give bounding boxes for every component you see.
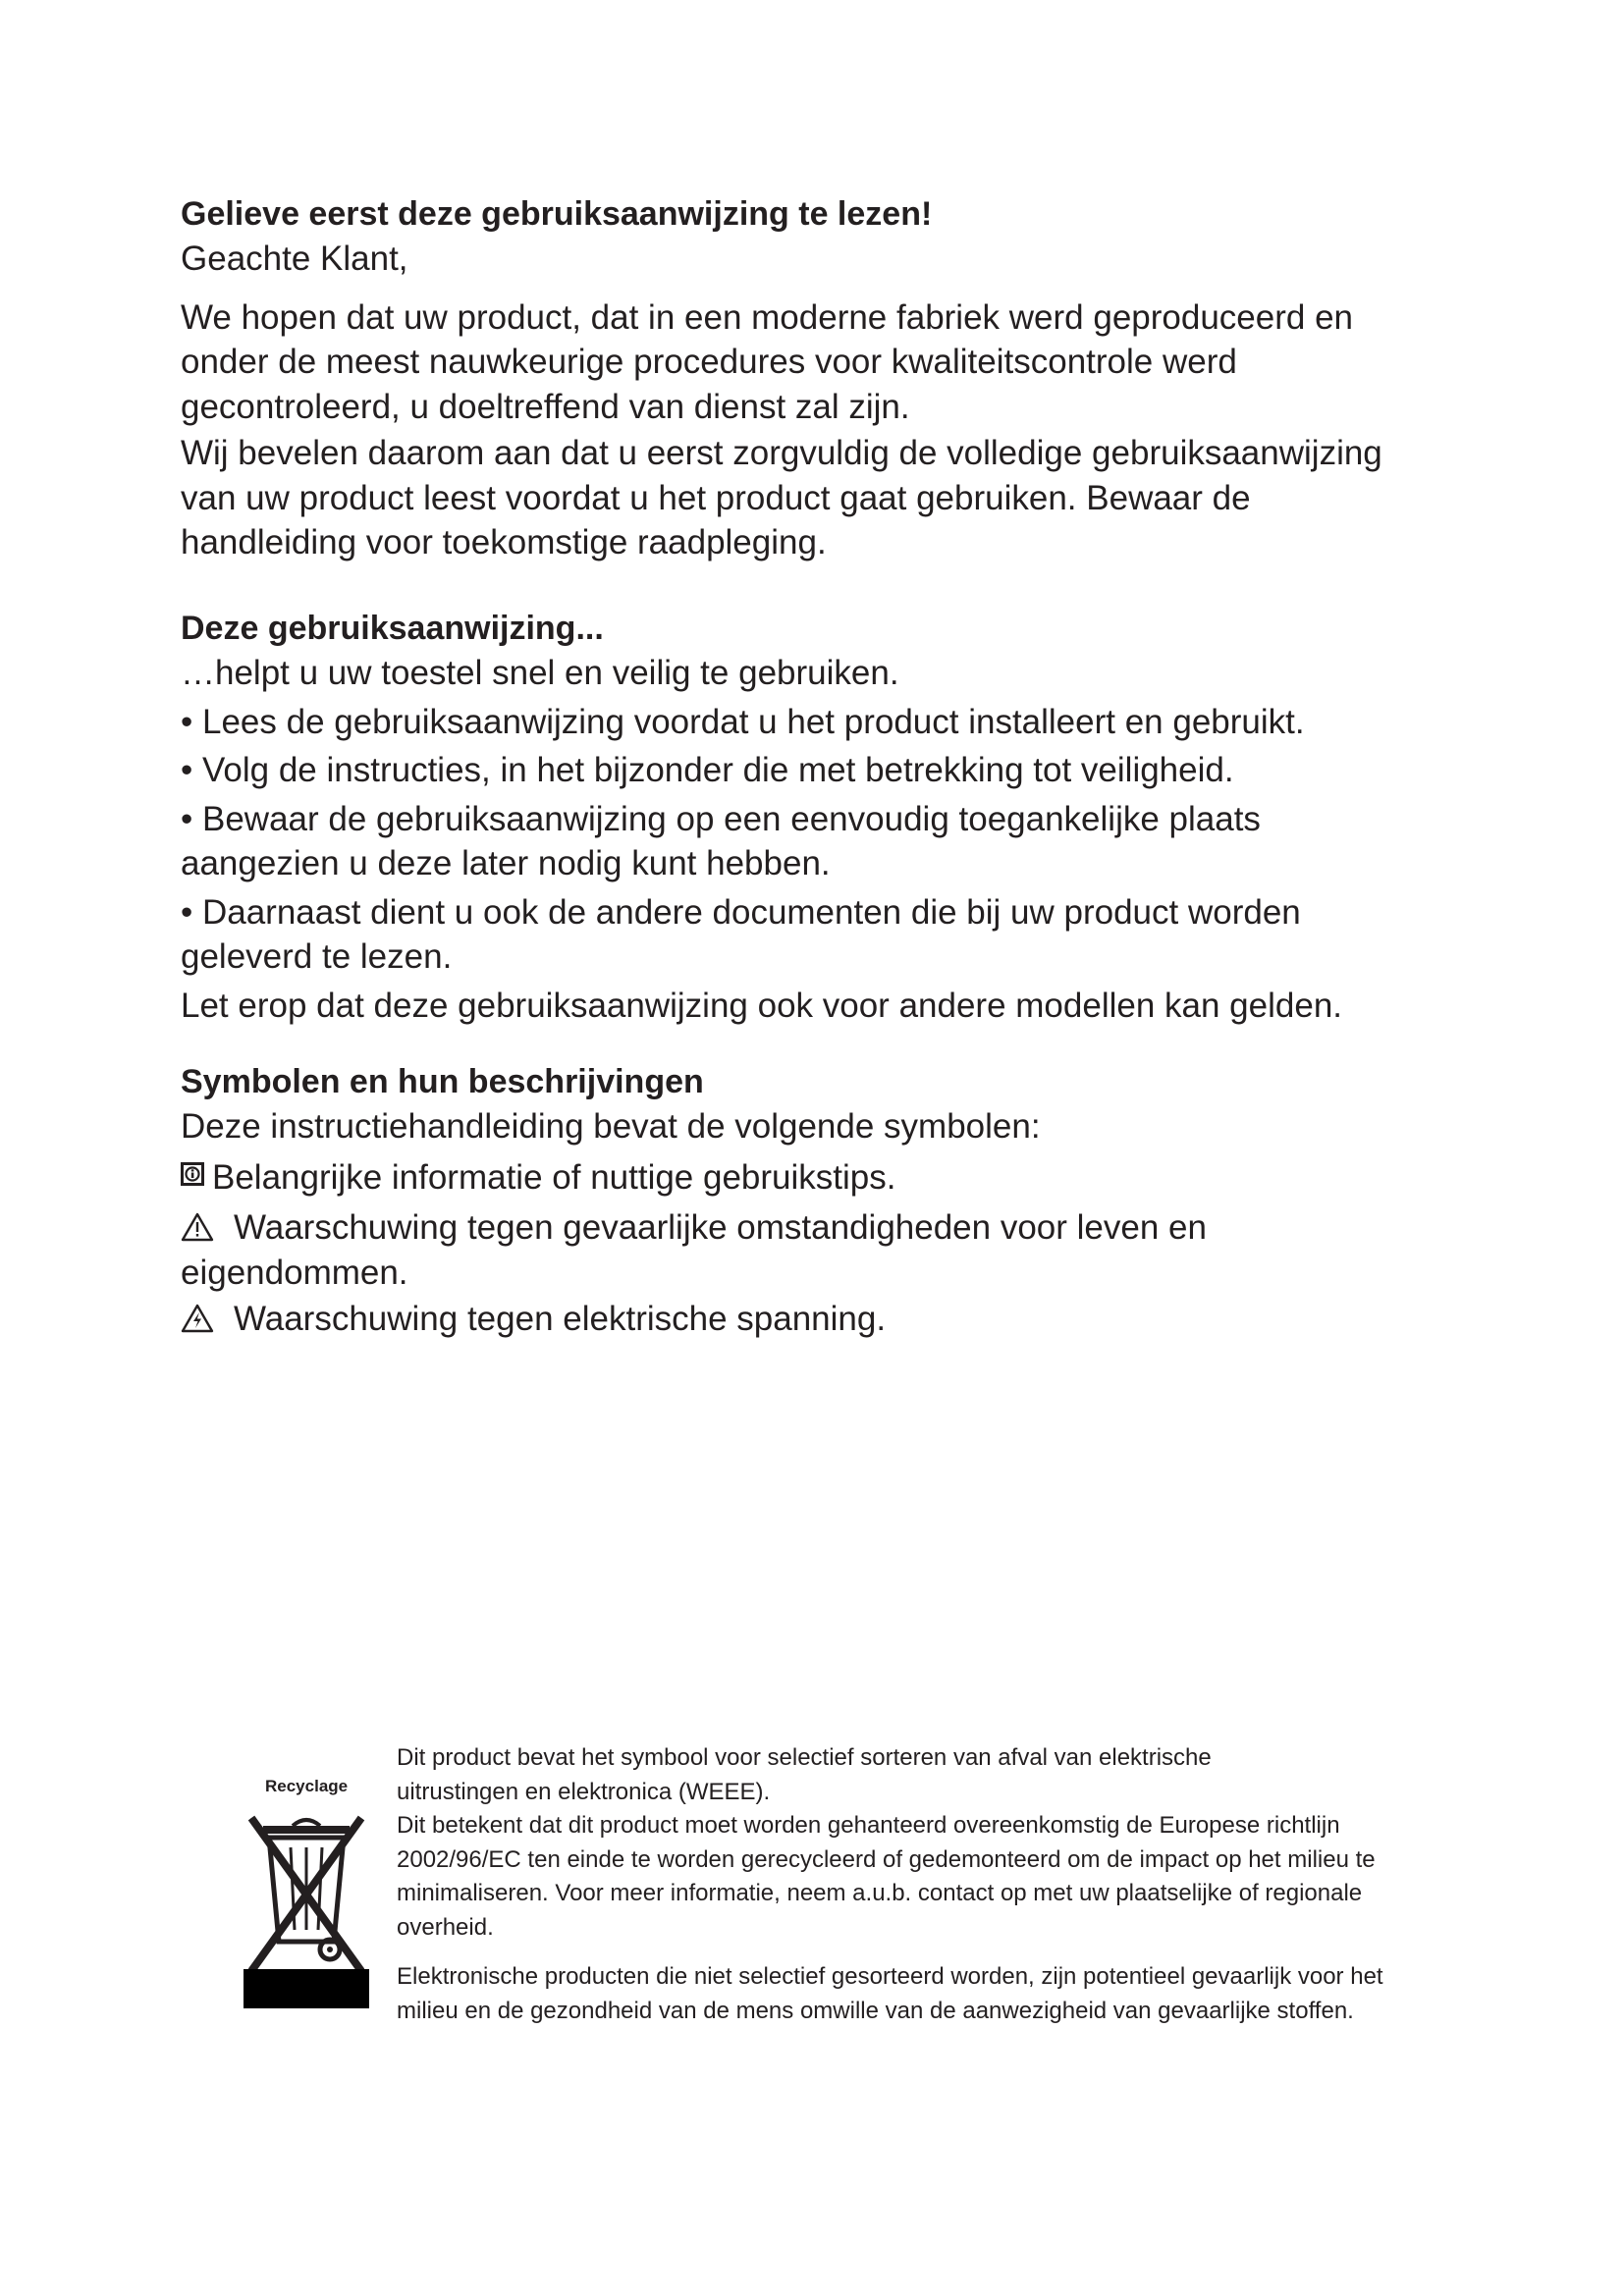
intro-paragraph-1: We hopen dat uw product, dat in een moderne fabriek werd geproduceerd en onder de meest nauwkeurige procedures voor kwaliteitscontrole werd gecontroleerd, u doeltreffend van dienst zal zijn. <box>181 297 1354 426</box>
symbol-text: Waarschuwing tegen gevaarlijke omstandigheden voor leven en eigendommen. <box>181 1208 1207 1292</box>
weee-text <box>397 1741 1437 2028</box>
usage-heading: Deze gebruiksaanwijzing... <box>181 610 604 647</box>
electric-warning-icon <box>181 1297 234 1333</box>
usage-bullet: • Volg de instructies, in het bijzonder die met betrekking tot veiligheid. <box>181 751 1234 789</box>
usage-section <box>181 607 1457 1030</box>
usage-lead: …helpt u uw toestel snel en veilig te gebruiken. <box>181 654 899 692</box>
warning-triangle-icon <box>181 1205 234 1242</box>
symbol-text: Waarschuwing tegen elektrische spanning. <box>234 1300 887 1338</box>
weee-paragraph-1-line-1: Dit product bevat het symbool voor selectief sorteren van afval van elektrische uitrustingen en elektronica (WEEE). <box>397 1744 1212 1805</box>
usage-closing: Let erop dat deze gebruiksaanwijzing ook voor andere modellen kan gelden. <box>181 986 1343 1025</box>
symbol-text: Belangrijke informatie of nuttige gebruikstips. <box>212 1157 896 1197</box>
symbol-item-electric <box>181 1297 1457 1342</box>
recyclage-label: Recyclage <box>265 1777 349 1795</box>
symbol-item-info <box>181 1155 1457 1201</box>
usage-bullet: • Lees de gebruiksaanwijzing voordat u het product installeert en gebruikt. <box>181 702 1305 741</box>
info-icon <box>181 1155 212 1186</box>
weee-black-bar <box>244 1969 369 2008</box>
weee-paragraph-2: Elektronische producten die niet selectief gesorteerd worden, zijn potentieel gevaarlijk voor het milieu en de gezondheid van de mens omwille van de aanwezigheid van gevaarlijke stoffen. <box>397 1963 1383 2024</box>
symbol-item-warning <box>181 1205 1280 1295</box>
symbols-section <box>181 1060 1457 1344</box>
salutation: Geachte Klant, <box>181 240 408 278</box>
intro-heading: Gelieve eerst deze gebruiksaanwijzing te lezen! <box>181 195 933 233</box>
weee-paragraph-1-line-2: Dit betekent dat dit product moet worden gehanteerd overeenkomstig de Europese richtlijn 2002/96/EC ten einde te worden gerecycleerd of gedemonteerd om de impact op het milieu te minimaliseren. Voor meer informatie, neem a.u.b. contact op met uw plaatselijke of regionale overheid. <box>397 1812 1376 1941</box>
symbols-heading: Symbolen en hun beschrijvingen <box>181 1063 704 1100</box>
weee-notice <box>244 1741 1422 2075</box>
usage-bullet: • Daarnaast dient u ook de andere documenten die bij uw product worden geleverd te lezen. <box>181 892 1301 976</box>
intro-section <box>181 192 1457 567</box>
intro-paragraph-2: Wij bevelen daarom aan dat u eerst zorgvuldig de volledige gebruiksaanwijzing van uw product leest voordat u het product gaat gebruiken. Bewaar de handleiding voor toekomstige raadpleging. <box>181 434 1382 561</box>
usage-bullet: • Bewaar de gebruiksaanwijzing op een eenvoudig toegankelijke plaats aangezien u deze later nodig kunt hebben. <box>181 799 1261 882</box>
symbols-lead: Deze instructiehandleiding bevat de volgende symbolen: <box>181 1107 1041 1146</box>
